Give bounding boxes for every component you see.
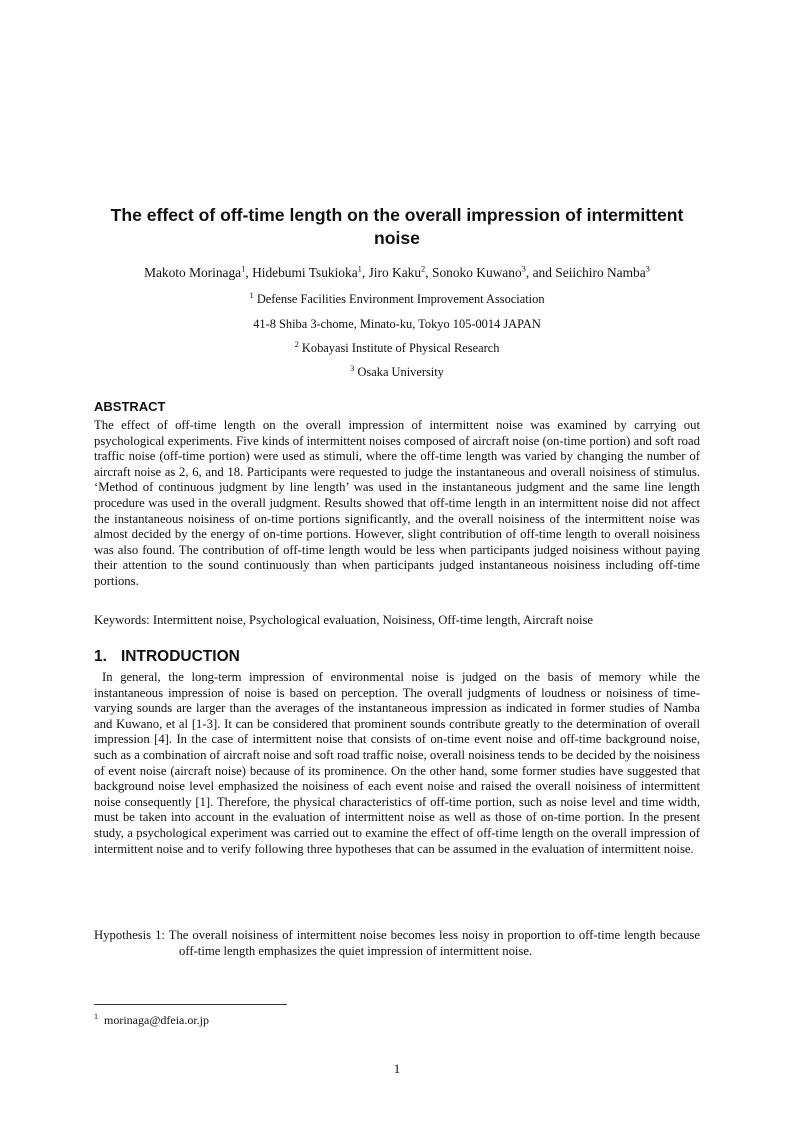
footnote-marker: 1	[94, 1012, 98, 1021]
author-name: Jiro Kaku	[368, 265, 422, 280]
author-affiliation-marker: 3	[645, 263, 650, 274]
author-name: Seiichiro Namba	[555, 265, 646, 280]
affiliation-1-address: 41-8 Shiba 3-chome, Minato-ku, Tokyo 105-0014 JAPAN	[253, 317, 541, 331]
affiliation-3	[94, 364, 700, 380]
section-title: INTRODUCTION	[121, 648, 240, 665]
keywords: Keywords: Intermittent noise, Psychological evaluation, Noisiness, Off-time length, Aircraft noise	[94, 613, 594, 627]
affiliation-1-name: Defense Facilities Environment Improvement Association	[256, 292, 545, 306]
affiliation-1-marker: 1	[249, 289, 254, 300]
author-separator: ,	[425, 265, 432, 280]
footnote	[94, 1013, 209, 1028]
abstract-text: The effect of off-time length on the overall impression of intermittent noise was examined by carrying out psychological experiments. Five kinds of intermittent noises composed of aircraft noise (on-time portion) and soft road traffic noise (off-time portion) were used as stimuli, where the off-time length was varied by changing the number of aircraft noise as 2, 6, and 18. Participants were requested to judge the instantaneous and overall noisiness of stimulus. ‘Method of continuous judgment by line length’ was used in the instantaneous judgment and the same line length procedure was used in the overall judgment. Results showed that off-time length in an intermittent noise did not affect the instantaneous noisiness of on-time portions significantly, and the overall noisiness of the intermittent noise was almost decided by the energy of on-time portions. However, slight contribution of off-time length to overall noisiness was also found. The contribution of off-time length would be less when participants judged noisiness without paying their attention to the sound continuously than when participants judged instantaneous noisiness including off-time portions.	[94, 418, 700, 588]
author-name: Sonoko Kuwano	[432, 265, 522, 280]
section-number: 1.	[94, 648, 107, 665]
affiliation-3-name: Osaka University	[357, 365, 444, 379]
author-affiliation-marker: 1	[241, 263, 246, 274]
footnote-email: morinaga@dfeia.or.jp	[104, 1013, 210, 1027]
hypothesis-1: Hypothesis 1: The overall noisiness of intermittent noise becomes less noisy in proportion to off-time length because off-time length emphasizes the quiet impression of intermittent noise.	[94, 928, 700, 958]
author-separator: ,	[361, 265, 369, 280]
author-affiliation-marker: 1	[357, 263, 362, 274]
affiliation-2-name: Kobayasi Institute of Physical Research	[301, 341, 500, 355]
author-separator: ,	[245, 265, 253, 280]
author-affiliation-marker: 3	[521, 263, 526, 274]
page-number: 1	[393, 1061, 401, 1076]
author-affiliation-marker: 2	[421, 263, 426, 274]
abstract-heading: ABSTRACT	[94, 399, 166, 414]
author-name: Hidebumi Tsukioka	[252, 265, 358, 280]
affiliation-2	[94, 340, 700, 356]
affiliation-3-marker: 3	[350, 362, 355, 373]
affiliation-1	[94, 291, 700, 307]
introduction-heading	[94, 648, 240, 666]
author-name: Makoto Morinaga	[144, 265, 242, 280]
paper-title: The effect of off-time length on the overall impression of intermittent noise	[110, 205, 684, 248]
introduction-text: In general, the long-term impression of environmental noise is judged on the basis of memory while the instantaneous impression of noise is based on perception. The overall judgments of loudness or noisiness of time-varying sounds are larger than the averages of the instantaneous impression as indicated in former studies of Namba and Kuwano, et al [1-3]. It can be considered that prominent sounds contribute greatly to the determination of overall impression [4]. In the case of intermittent noise that consists of on-time event noise and off-time background noise, such as a combination of aircraft noise and soft road traffic noise, overall noisiness tends to be decided by the noisiness of event noise (aircraft noise) because of its prominence. On the other hand, some former studies have suggested that background noise level emphasized the noisiness of each event noise and raised the overall noisiness of intermittent noise consequently [1]. Therefore, the physical characteristics of off-time portion, such as noise level and time width, must be taken into account in the evaluation of intermittent noise as well as those of on-time portion. In the present study, a psychological experiment was carried out to examine the effect of off-time length on the overall impression of intermittent noise and to verify following three hypotheses that can be assumed in the evaluation of intermittent noise.	[94, 670, 700, 856]
footnote-divider	[94, 1004, 287, 1005]
author-separator: , and	[525, 265, 556, 280]
affiliation-2-marker: 2	[294, 338, 299, 349]
author-list	[60, 264, 734, 282]
